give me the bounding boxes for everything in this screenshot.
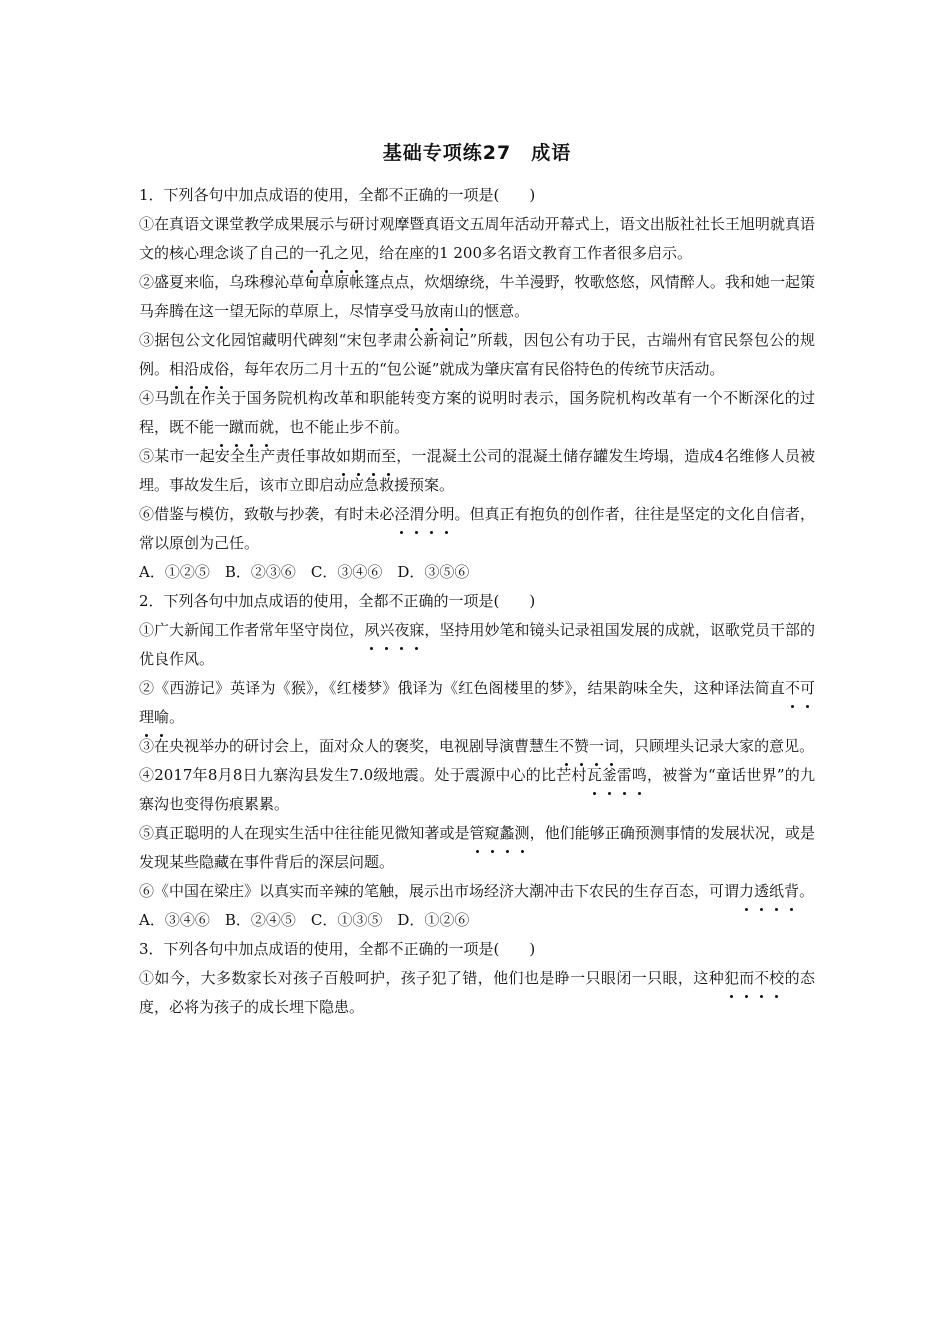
dotted-idiom: 马放南山 [409, 302, 469, 320]
question-1-options: A．①②⑤ B．②③⑥ C．③④⑥ D．③⑤⑥ [139, 563, 470, 581]
question-1-stem: 1．下列各句中加点成语的使用，全都不正确的一项是( ) [139, 186, 536, 204]
dotted-idiom: 犯而不校 [724, 969, 784, 987]
question-2-item-5: ⑤真正聪明的人在现实生活中往往能见微知著或是管窥蠡测，他们能够正确预测事情的发展状况，或是发现某些隐藏在事件背后的深层问题。 [139, 819, 815, 877]
dotted-idiom: 相沿成俗 [169, 360, 229, 378]
question-1-item-4: ④马凯在作关于国务院机构改革和职能转变方案的说明时表示，国务院机构改革有一个不断深化的过程，既不能一蹴而就，也不能止步不前。 [139, 384, 815, 442]
question-3-item-1: ①如今，大多数家长对孩子百般呵护，孩子犯了错，他们也是睁一只眼闭一只眼，这种犯而不校的态度，必将为孩子的成长埋下隐患。 [139, 964, 815, 1022]
question-2-item-4: ④2017年8月8日九寨沟县发生7.0级地震。处于震源中心的比芒村瓦釜雷鸣，被誉为“童话世界”的九寨沟也变得伤痕累累。 [139, 761, 815, 819]
question-1-item-1: ①在真语文课堂教学成果展示与研讨观摩暨真语文五周年活动开幕式上，语文出版社社长王旭明就真语文的核心理念谈了自己的一孔之见，给在座的1 200多名语文教育工作者很多启示。 [139, 210, 815, 268]
dotted-idiom: 泾渭分明 [394, 505, 454, 523]
dotted-idiom: 一蹴而就 [214, 418, 274, 436]
dotted-idiom: 夙兴夜寐 [364, 621, 424, 639]
dotted-idiom: 不赞一词 [559, 737, 619, 755]
question-1-item-3: ③据包公文化园馆藏明代碑刻“宋包孝肃公新祠记”所载，因包公有功于民，古端州有官民祭包公的规例。相沿成俗，每年农历二月十五的“包公诞”就成为肇庆富有民俗特色的传统节庆活动。 [139, 326, 815, 384]
dotted-idiom: 瓦釜雷鸣 [587, 766, 647, 784]
question-1-item-5: ⑤某市一起安全生产责任事故如期而至，一混凝土公司的混凝土储存罐发生垮塌，造成4名维修人员被埋。事故发生后，该市立即启动应急救援预案。 [139, 442, 815, 500]
document-page [139, 138, 815, 1022]
question-2-options: A．③④⑥ B．②④⑤ C．①③⑤ D．①②⑥ [139, 911, 470, 929]
question-1-item-6: ⑥借鉴与模仿，致敬与抄袭，有时未必泾渭分明。但真正有抱负的创作者，往往是坚定的文化自信者，常以原创为己任。 [139, 500, 815, 558]
question-3-stem: 3．下列各句中加点成语的使用，全都不正确的一项是( ) [139, 940, 536, 958]
dotted-idiom: 不可理喻 [139, 679, 815, 726]
dotted-idiom: 一孔之见 [304, 244, 364, 262]
question-2-item-1: ①广大新闻工作者常年坚守岗位，夙兴夜寐，坚持用妙笔和镜头记录祖国发展的成就，讴歌党员干部的优良作风。 [139, 616, 815, 674]
question-2-item-3: ③在央视举办的研讨会上，面对众人的褒奖，电视剧导演曹慧生不赞一词，只顾埋头记录大家的意见。 [139, 732, 815, 761]
question-2-item-2: ②《西游记》英译为《猴》，《红楼梦》俄译为《红色阁楼里的梦》，结果韵味全失，这种译法简直不可理喻。 [139, 674, 815, 732]
dotted-idiom: 如期而至 [336, 447, 396, 465]
dotted-idiom: 管窥蠡测 [470, 824, 530, 842]
question-1-item-2: ②盛夏来临，乌珠穆沁草甸草原帐篷点点，炊烟缭绕，牛羊漫野，牧歌悠悠，风情醉人。我和她一起策马奔腾在这一望无际的草原上，尽情享受马放南山的惬意。 [139, 268, 815, 326]
question-2-stem: 2．下列各句中加点成语的使用，全都不正确的一项是( ) [139, 592, 536, 610]
page-title: 基础专项练27 成语 [382, 142, 572, 164]
dotted-idiom: 力透纸背 [739, 882, 799, 900]
question-2-item-6: ⑥《中国在梁庄》以真实而辛辣的笔触，展示出市场经济大潮冲击下农民的生存百态，可谓力透纸背。 [139, 877, 815, 906]
